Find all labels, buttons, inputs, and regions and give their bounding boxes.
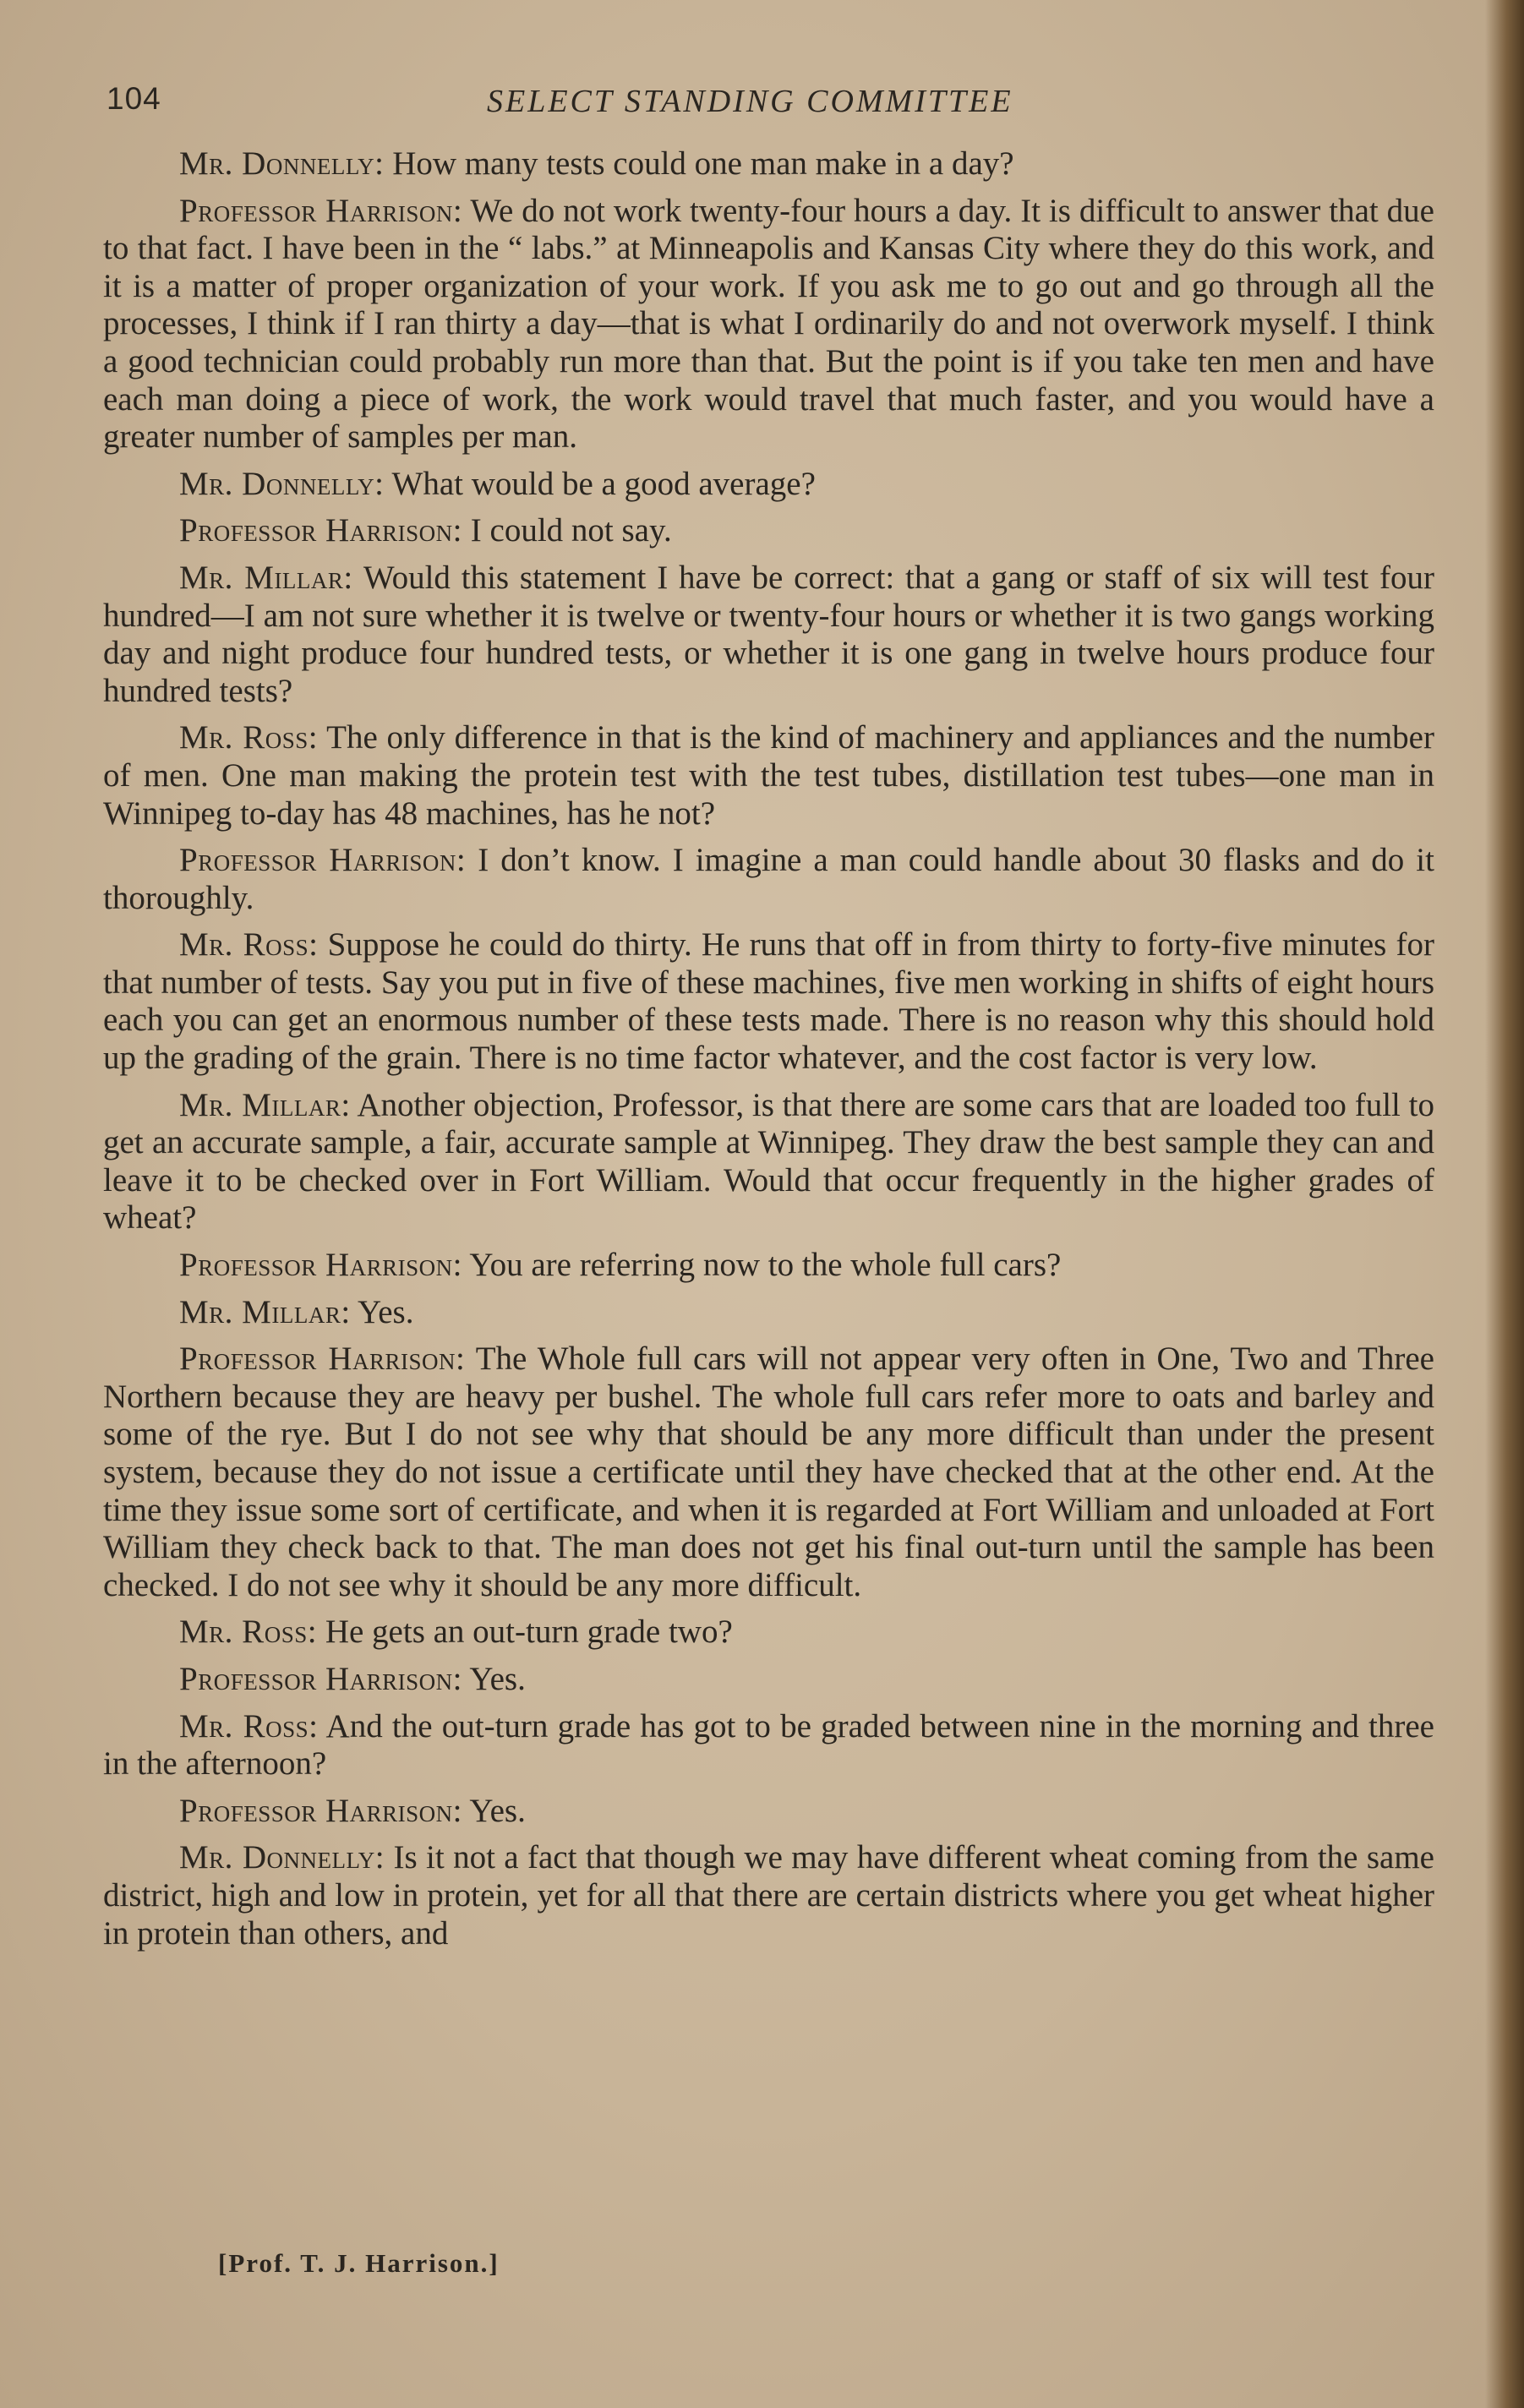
transcript-paragraph [103, 1294, 1434, 1332]
transcript-paragraph [103, 512, 1434, 550]
transcript-paragraph [103, 1614, 1434, 1652]
transcript-paragraph [103, 1087, 1434, 1237]
page-header [107, 81, 1408, 132]
paragraph-text: We do not work twenty-four hours a day. It is difficult to answer that due to that fact. I have been in the “ labs.” at Minneapolis and Kansas City where they do this work, and it is a matter of proper organization of your work. If you ask me to go out and go through all the processes, I think if I ran thirty a day—that is what I ordinarily do and not overwork myself. I think a good technician could probably run more than that. But the point is if you take ten men and have each man doing a piece of work, the work would travel that much faster, and you would have a greater number of samples per man. [103, 192, 1434, 456]
paragraph-text: Yes. [462, 1660, 526, 1697]
speaker-name: Mr. Millar: [179, 559, 353, 596]
paragraph-text: Yes. [350, 1293, 414, 1330]
paragraph-text: You are referring now to the whole full cars? [462, 1247, 1062, 1284]
speaker-footer-note: [Prof. T. J. Harrison.] [218, 2248, 500, 2278]
transcript-paragraph [103, 719, 1434, 833]
paragraph-text: Would this statement I have be correct: that a gang or staff of six will test four hundred—I am not sure whether it is twelve or twenty-four hours or whether it is two gangs working day and night produce four hundred tests, or whether it is one gang in twelve hours produce four hundred tests? [103, 559, 1434, 709]
paragraph-text: Yes. [462, 1792, 526, 1829]
transcript-paragraph [103, 1247, 1434, 1285]
paragraph-text: Suppose he could do thirty. He runs that off in from thirty to forty-five minutes for that number of tests. Say you put in five of these machines, five men working in shifts of eight hours each you can get an enormous number of these tests made. There is no reason why this should hold up the grading of the grain. There is no time factor whatever, and the cost factor is very low. [103, 926, 1434, 1077]
speaker-name: Mr. Millar: [179, 1086, 351, 1123]
transcript-paragraph [103, 926, 1434, 1077]
speaker-name: Professor Harrison: [179, 1660, 463, 1697]
speaker-name: Professor Harrison: [179, 192, 463, 229]
paragraph-text: Another objection, Professor, is that there are some cars that are loaded too full to get an accurate sample, a fair, accurate sample at Winnipeg. They draw the best sample they can and leave it to be checked over in Fort William. Would that occur frequently in the higher grades of wheat? [103, 1086, 1434, 1237]
transcript-paragraph [103, 1661, 1434, 1699]
transcript-paragraph [103, 1839, 1434, 1952]
book-spine-shadow [1485, 0, 1524, 2408]
speaker-name: Mr. Ross: [179, 1614, 318, 1651]
transcript-paragraph [103, 145, 1434, 183]
transcript-paragraph [103, 1793, 1434, 1831]
paragraph-text: The Whole full cars will not appear very often in One, Two and Three Northern because they are heavy per bushel. The whole full cars refer more to oats and barley and some of the rye. But I do not see why that should be any more difficult than under the present system, because they do not issue a certificate until they have checked that at the other end. At the time they issue some sort of certificate, and when it is regarded at Fort William and unloaded at Fort William they check back to that. The man does not get his final out-turn until the sample has been checked. I do not see why it should be any more difficult. [103, 1341, 1434, 1603]
paragraph-text: And the out-turn grade has got to be graded between nine in the morning and three in the afternoon? [103, 1707, 1434, 1783]
speaker-name: Professor Harrison: [179, 1341, 466, 1378]
paragraph-text: I don’t know. I imagine a man could handle about 30 flasks and do it thoroughly. [103, 842, 1434, 916]
running-head: SELECT STANDING COMMITTEE [487, 84, 1013, 119]
paragraph-text: I could not say. [462, 512, 672, 549]
speaker-name: Professor Harrison: [179, 1247, 463, 1284]
transcript-paragraph [103, 560, 1434, 710]
speaker-name: Professor Harrison: [179, 512, 463, 549]
transcript-body [103, 145, 1434, 1962]
speaker-name: Mr. Ross: [179, 1707, 319, 1745]
transcript-paragraph [103, 193, 1434, 456]
paragraph-text: What would be a good average? [384, 465, 816, 502]
transcript-paragraph [103, 1341, 1434, 1604]
paragraph-text: Is it not a fact that though we may have different wheat coming from the same district, high and low in protein, yet for all that there are certain districts where you get wheat higher in protein than others, and [103, 1839, 1434, 1952]
speaker-name: Professor Harrison: [179, 842, 467, 879]
paragraph-text: He gets an out-turn grade two? [317, 1614, 733, 1651]
speaker-name: Mr. Ross: [179, 926, 319, 964]
speaker-name: Mr. Donnelly: [179, 465, 385, 502]
speaker-name: Professor Harrison: [179, 1792, 463, 1829]
speaker-name: Mr. Donnelly: [179, 145, 385, 182]
paragraph-text: The only difference in that is the kind of machinery and appliances and the number of men. One man making the protein test with the test tubes, distillation test tubes—one man in Winnipeg to-day has 48 machines, has he not? [103, 719, 1434, 832]
speaker-name: Mr. Ross: [179, 719, 319, 756]
paragraph-text: How many tests could one man make in a day? [384, 145, 1014, 182]
transcript-paragraph [103, 1708, 1434, 1783]
transcript-paragraph [103, 842, 1434, 917]
page-number: 104 [107, 81, 161, 116]
speaker-name: Mr. Donnelly: [179, 1839, 385, 1876]
speaker-name: Mr. Millar: [179, 1293, 351, 1330]
transcript-paragraph [103, 466, 1434, 504]
